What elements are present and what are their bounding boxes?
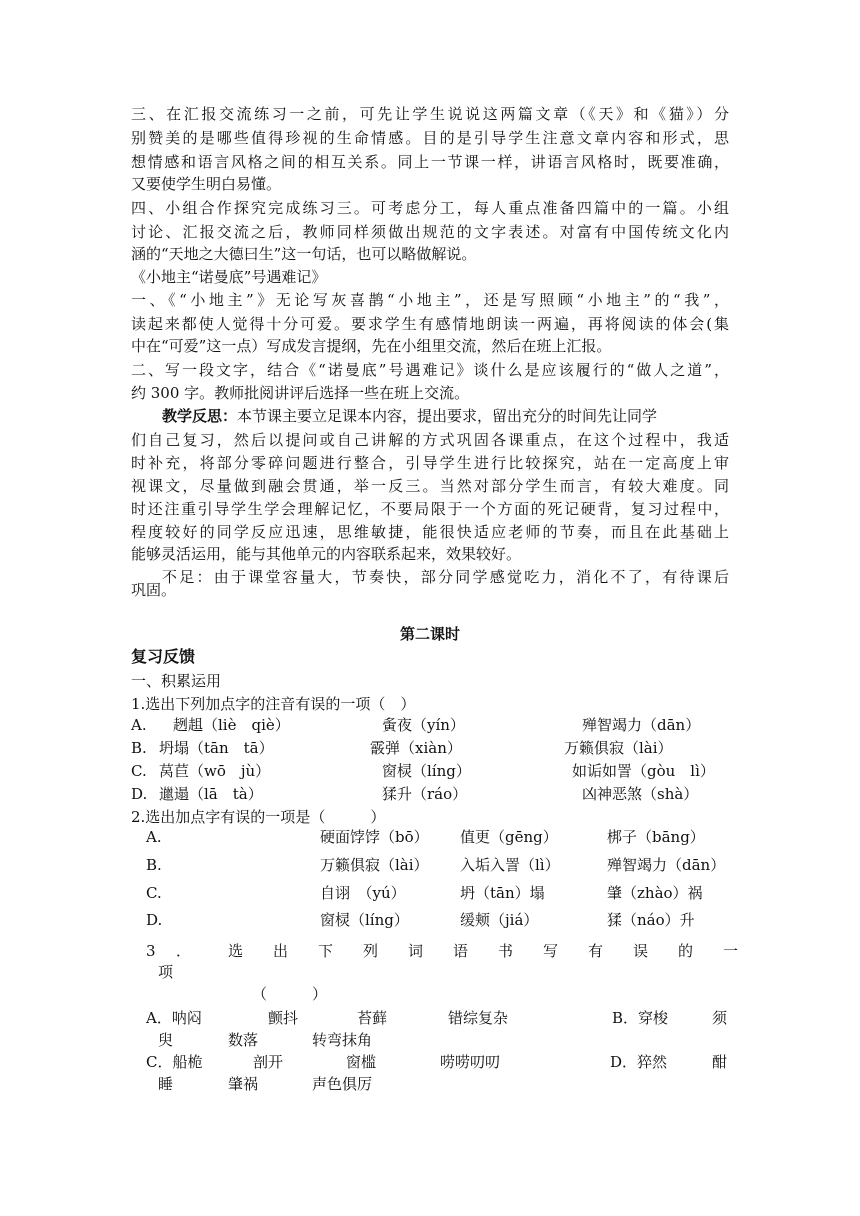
question-3-char: 一 [723,942,739,960]
paragraph-line: 中在“可爱”这一点）写成发言提纲，先在小组里交流，然后在班上汇报。 [131,337,612,355]
question-3-char: 书 [498,942,514,960]
question-3-char: 列 [363,942,379,960]
paragraph-line: 四、小组合作探究完成练习三。可考虑分工，每人重点准备四篇中的一篇。小组 [131,199,729,217]
paragraph-line: 别赞美的是哪些值得珍视的生命情感。目的是引导学生注意文章内容和形式，思 [131,129,729,147]
question-3-char: 出 [273,942,289,960]
question-3-char: 词 [408,942,424,960]
paragraph-line: 三、在汇报交流练习一之前，可先让学生说说这两篇文章（《天》和《猫》）分 [131,105,729,123]
section-heading: 《小地主“诺曼底”号遇难记》 [131,268,327,286]
reflection-label: 教学反思： [162,407,238,425]
paragraph-line: 二、写一段文字，结合《“诺曼底”号遇难记》谈什么是应该履行的“做人之道”， [131,361,729,379]
question-3-char: 写 [543,942,559,960]
paragraph-line: 们自己复习，然后以提问或自己讲解的方式巩固各课重点，在这个过程中，我适 [131,431,729,449]
paragraph-line: 想情感和语言风格之间的相互关系。同上一节课一样，讲语言风格时，既要准确， [131,153,729,171]
question-3-char: 语 [453,942,469,960]
question-3-char: 下 [318,942,334,960]
answer-parens: （ ） [252,985,328,1003]
question-3-char: 误 [633,942,649,960]
reflection-text: 本节课主要立足课本内容，提出要求，留出充分的时间先让同学 [237,407,658,425]
sub-heading: 一、积累运用 [131,672,222,690]
paragraph-line: 一、《“小地主”》无论写灰喜鹊“小地主”，还是写照顾“小地主”的“我”， [131,291,729,309]
section-heading: 复习反馈 [131,647,196,666]
question-3-char: 的 [678,942,694,960]
paragraph-line: 讨论、汇报交流之后，教师同样须做出规范的文字表述。对富有中国传统文化内 [131,223,729,241]
paragraph-line: 又要使学生明白易懂。 [131,175,282,193]
question-2: 2.选出加点字有误的一项是（ ） [131,808,386,826]
paragraph-line: 约 300 字。教师批阅讲评后选择一些在班上交流。 [131,384,470,402]
paragraph-line: 时还注重引导学生学会理解记忆，不要局限于一个方面的死记硬背，复习过程中， [131,500,729,518]
question-1: 1.选出下列加点字的注音有误的一项（ ） [131,695,416,713]
paragraph-line: 涵的“天地之大德曰生”这一句话，也可以略做解说。 [131,245,477,263]
question-3-char: 有 [588,942,604,960]
reflection-first-line [162,405,729,427]
paragraph-line: 巩固。 [131,581,177,599]
question-3-char: 选 [228,942,244,960]
document-page: 三、在汇报交流练习一之前，可先让学生说说这两篇文章（《天》和《猫》）分 别赞美的是哪些值得珍视的生命情感。目的是引导学生注意文章内容和形式，思 想情感和语言风格之间的相互关系。同上一节课一样，讲语言风格时，既要准确， 又要使学生明白易懂。 四、小组合作探究完成练习三。可考虑分工，每人重点准备四篇中的一篇。小组 讨论、汇报交流之后，教师同样须做出规范的文字表述。对富有中国传统文化内 涵的“天地之大德曰生”这一句话，也可以略做解说。 《小地主“诺曼底”号遇难记》 一、《“小地主”》无论写灰喜鹊“小地主”，还是写照顾“小地主”的“我”， 读起来都使人觉得十分可爱。要求学生有感情地朗读一两遍，再将阅读的体会(集 中在“可爱”这一点）写成发言提纲，先在小组里交流，然后在班上汇报。 二、写一段文字，结合《“诺曼底”号遇难记》谈什么是应该履行的“做人之道”， 约 300 字。教师批阅讲评后选择一些在班上交流。 教学反思：本节课主要立足课本内容，提出要求，留出充分的时间先让同学 们自己复习，然后以提问或自己讲解的方式巩固各课重点，在这个过程中，我适 时补充，将部分零碎问题进行整合，引导学生进行比较探究，站在一定高度上审 视课文，尽量做到融会贯通，举一反三。当然对部分学生而言，有较大难度。同 时还注重引导学生学会理解记忆，不要局限于一个方面的死记硬背，复习过程中， 程度较好的同学反应迅速，思维敏捷，能很快适应老师的节奏，而且在此基础上 能够灵活运用，能与其他单元的内容联系起来，效果较好。 不足：由于课堂容量大，节奏快，部分同学感觉吃力，消化不了，有待课后 巩固。 第二课时 复习反馈 一、积累运用 1.选出下列加点字的注音有误的一项（ ） A. 趔趄（liè qiè） 夤夜（yín） 殚智竭力（dān） B. 坍塌（tān tā） 霰弹（xiàn） 万籁俱寂（lài） C. 莴苣（wō jù） 窗棂（líng） 如诟如詈（gòu lì） D. 邋遢（lā tà） 猱升（ráo） 凶神恶煞（shà） 2.选出加点字有误的一项是（ ） A. 硬面饽饽（bō） 值更（gēng） 梆子（bāng） B. 万籁俱寂（lài） 入垢入詈（lì） 殚智竭力（dān） C. 自诩 （yú） 坍（tān）塌 肇（zhào）祸 D. 窗棂（líng） 缓颊（jiá） 猱（náo）升 3 ． 选 出 下 列 词 语 书 写 有 误 的 一 项 （ ） A．呐闷 颤抖 苔藓 错综复杂 B．穿梭 须 臾 数落 转弯抹角 C．船桅 剖开 窗槛 唠唠叨叨 D．猝然 酣 睡 肇祸 声色俱厉 [0,0,860,1216]
paragraph-line: 程度较好的同学反应迅速，思维敏捷，能很快适应老师的节奏，而且在此基础上 [131,523,729,541]
paragraph-line: 不足：由于课堂容量大，节奏快，部分同学感觉吃力，消化不了，有待课后 [162,568,729,586]
paragraph-line: 读起来都使人觉得十分可爱。要求学生有感情地朗读一两遍，再将阅读的体会(集 [131,315,729,333]
question-3-tail: 项 [158,963,174,981]
paragraph-line: 视课文，尽量做到融会贯通，举一反三。当然对部分学生而言，有较大难度。同 [131,477,729,495]
paragraph-line: 时补充，将部分零碎问题进行整合，引导学生进行比较探究，站在一定高度上审 [131,454,729,472]
paragraph-line: 能够灵活运用，能与其他单元的内容联系起来，效果较好。 [131,545,522,563]
lesson-title: 第二课时 [399,625,460,643]
question-3: 3 ． 选 出 下 列 词 语 书 写 有 误 的 一 [146,942,739,960]
